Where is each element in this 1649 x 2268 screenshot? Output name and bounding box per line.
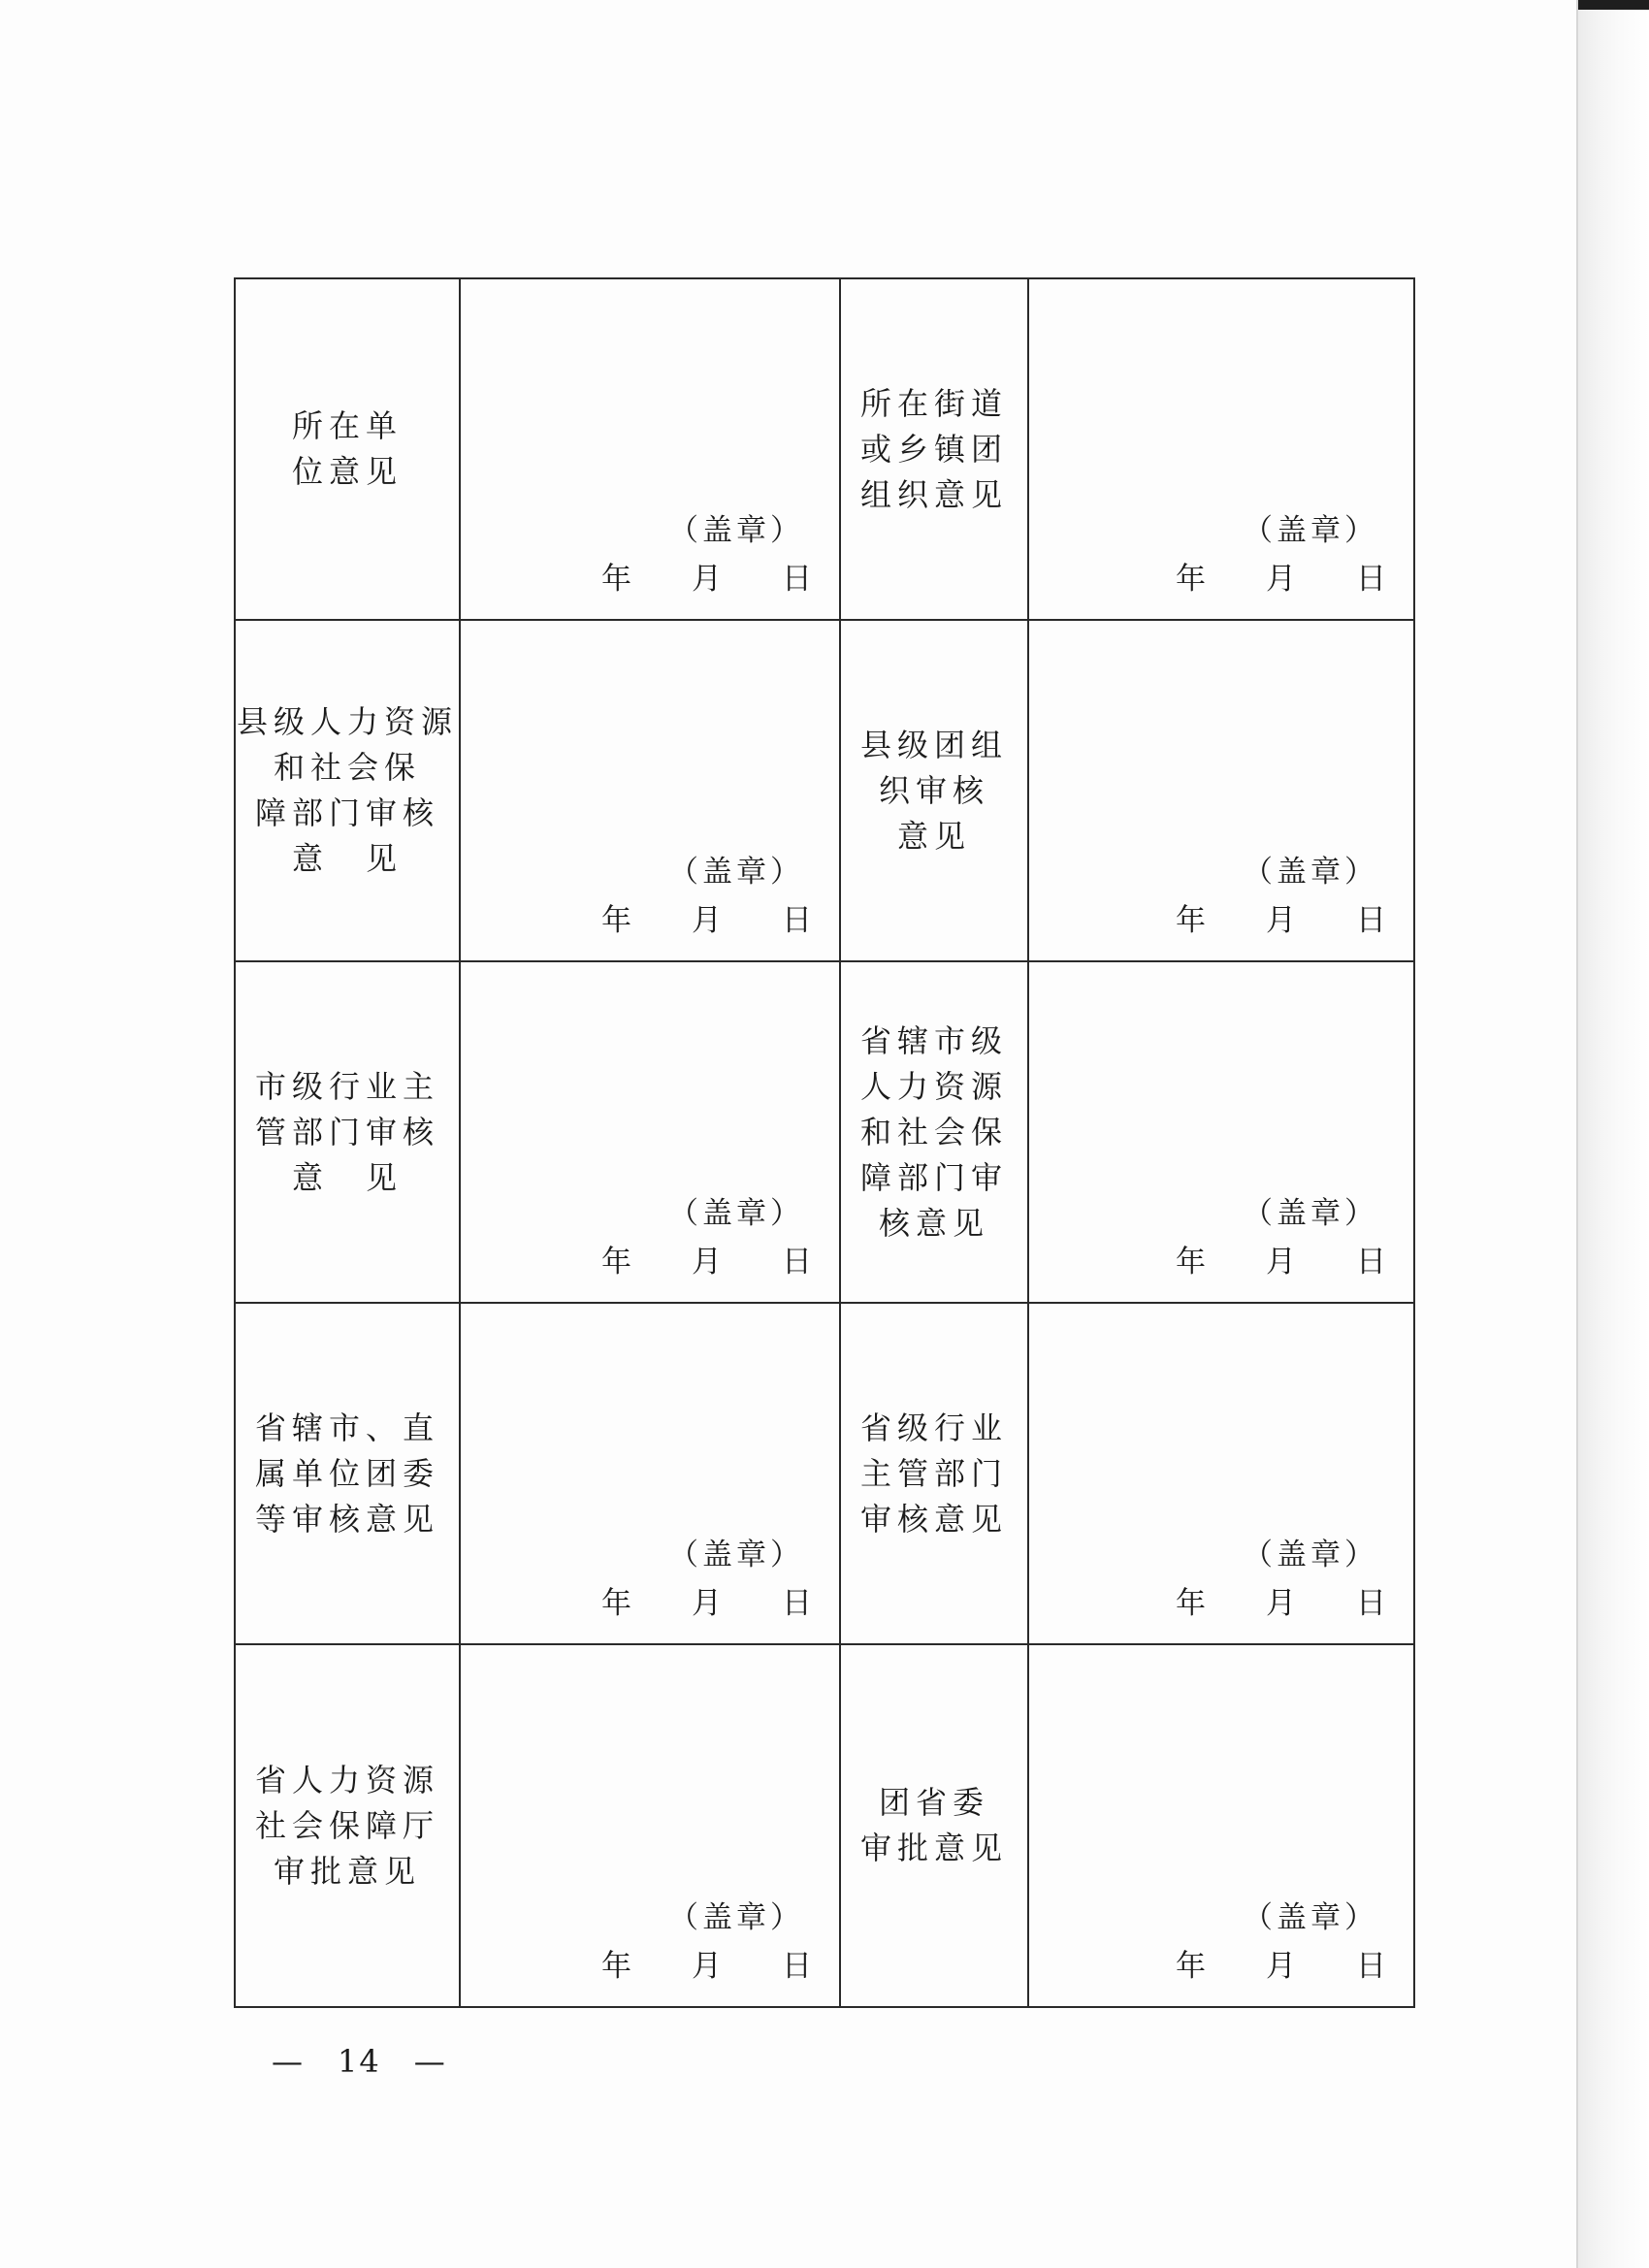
date-year: 年	[601, 562, 631, 597]
form-row	[235, 1303, 1414, 1644]
right-label-cell	[840, 1644, 1028, 2007]
date-month: 月	[692, 562, 722, 597]
date-line	[601, 554, 812, 598]
date-day: 日	[1356, 562, 1386, 597]
left-label-cell	[235, 620, 460, 961]
right-opinion-cell[interactable]	[1028, 278, 1414, 620]
seal-note: （盖章）	[668, 1900, 804, 1935]
date-month: 月	[692, 903, 722, 938]
form-row	[235, 1644, 1414, 2007]
left-opinion-cell[interactable]	[460, 1644, 840, 2007]
date-day: 日	[1356, 903, 1386, 938]
date-year: 年	[601, 1949, 631, 1984]
date-line	[601, 895, 812, 939]
date-month: 月	[1266, 1586, 1296, 1621]
date-line	[601, 1578, 812, 1622]
date-day: 日	[782, 1949, 812, 1984]
date-month: 月	[692, 1245, 722, 1280]
date-month: 月	[1266, 1245, 1296, 1280]
right-label: 团省委 审批意见	[859, 1784, 1008, 1866]
right-label: 县级团组 织审核 意见	[859, 726, 1008, 855]
form-row	[235, 620, 1414, 961]
date-year: 年	[1176, 562, 1206, 597]
right-opinion-cell[interactable]	[1028, 961, 1414, 1303]
page-number: — 14 —	[272, 2043, 447, 2080]
date-year: 年	[1176, 1245, 1206, 1280]
left-label-cell	[235, 1303, 460, 1644]
date-line	[1176, 554, 1386, 598]
left-label: 省辖市、直 属单位团委 等审核意见	[254, 1409, 439, 1538]
right-opinion-cell[interactable]	[1028, 1644, 1414, 2007]
date-day: 日	[782, 1245, 812, 1280]
seal-note: （盖章）	[668, 513, 804, 548]
scan-edge-line	[1576, 0, 1578, 2268]
date-day: 日	[1356, 1245, 1386, 1280]
form-row	[235, 278, 1414, 620]
date-month: 月	[1266, 1949, 1296, 1984]
left-label-cell	[235, 961, 460, 1303]
seal-note: （盖章）	[668, 1538, 804, 1572]
date-year: 年	[601, 1245, 631, 1280]
right-opinion-cell[interactable]	[1028, 1303, 1414, 1644]
seal-note: （盖章）	[1243, 855, 1378, 890]
seal-note: （盖章）	[1243, 1196, 1378, 1231]
approval-form-table	[234, 277, 1415, 2008]
date-day: 日	[782, 903, 812, 938]
date-year: 年	[1176, 1586, 1206, 1621]
right-label-cell	[840, 620, 1028, 961]
right-label: 省辖市级 人力资源 和社会保 障部门审 核意见	[859, 1021, 1008, 1242]
scan-corner-mark	[1578, 0, 1649, 10]
seal-note: （盖章）	[1243, 1538, 1378, 1572]
form-row	[235, 961, 1414, 1303]
right-label: 省级行业 主管部门 审核意见	[859, 1409, 1008, 1538]
right-label: 所在街道 或乡镇团 组织意见	[859, 384, 1008, 513]
seal-note: （盖章）	[668, 1196, 804, 1231]
left-opinion-cell[interactable]	[460, 961, 840, 1303]
date-line	[1176, 1237, 1386, 1280]
left-opinion-cell[interactable]	[460, 620, 840, 961]
left-label-cell	[235, 1644, 460, 2007]
date-year: 年	[1176, 903, 1206, 938]
right-label-cell	[840, 278, 1028, 620]
date-line	[1176, 895, 1386, 939]
left-label: 省人力资源 社会保障厅 审批意见	[254, 1761, 439, 1890]
date-month: 月	[1266, 903, 1296, 938]
date-day: 日	[782, 562, 812, 597]
left-label: 所在单 位意见	[291, 407, 403, 490]
left-label: 市级行业主 管部门审核 意 见	[254, 1067, 439, 1196]
date-year: 年	[601, 903, 631, 938]
left-opinion-cell[interactable]	[460, 1303, 840, 1644]
seal-note: （盖章）	[1243, 513, 1378, 548]
date-month: 月	[692, 1586, 722, 1621]
left-label-cell	[235, 278, 460, 620]
date-line	[601, 1941, 812, 1985]
left-opinion-cell[interactable]	[460, 278, 840, 620]
date-day: 日	[782, 1586, 812, 1621]
right-label-cell	[840, 961, 1028, 1303]
date-year: 年	[1176, 1949, 1206, 1984]
right-label-cell	[840, 1303, 1028, 1644]
seal-note: （盖章）	[1243, 1900, 1378, 1935]
date-line	[1176, 1578, 1386, 1622]
date-day: 日	[1356, 1949, 1386, 1984]
right-opinion-cell[interactable]	[1028, 620, 1414, 961]
date-month: 月	[1266, 562, 1296, 597]
date-line	[1176, 1941, 1386, 1985]
date-month: 月	[692, 1949, 722, 1984]
left-label: 县级人力资源 和社会保 障部门审核 意 见	[236, 703, 458, 877]
scan-edge-shadow	[1577, 0, 1649, 2268]
date-line	[601, 1237, 812, 1280]
date-day: 日	[1356, 1586, 1386, 1621]
seal-note: （盖章）	[668, 855, 804, 890]
date-year: 年	[601, 1586, 631, 1621]
